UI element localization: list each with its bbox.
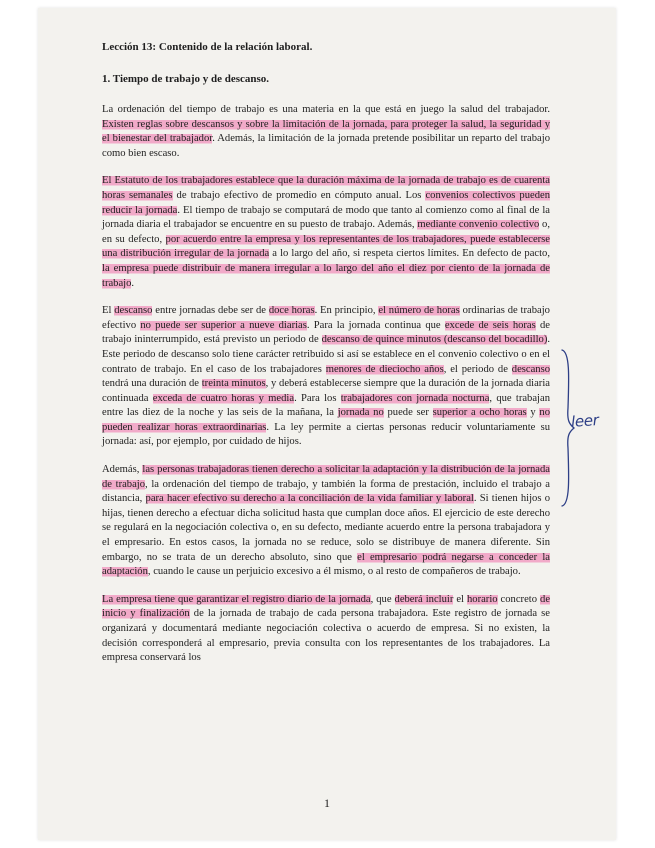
text-run: o, en su defecto, bbox=[102, 219, 551, 245]
paragraph-2 bbox=[102, 174, 550, 291]
paragraph-1 bbox=[102, 103, 550, 161]
section-title: 1. Tiempo de trabajo y de descanso. bbox=[102, 73, 270, 85]
text-run: concreto bbox=[497, 593, 541, 605]
text-run: , que trabajan entre las diez de la noche y las seis de la mañana, la bbox=[102, 392, 550, 419]
highlighted-text: treinta minutos bbox=[201, 378, 266, 390]
text-run: el bbox=[453, 593, 467, 605]
lesson-title: Lección 13: Contenido de la relación laboral. bbox=[102, 41, 313, 53]
highlighted-text: la empresa puede distribuir de manera irregular a lo largo del año el diez por ciento de la jornada de trabajo bbox=[102, 262, 550, 289]
handwritten-margin-note: leer bbox=[570, 411, 600, 431]
highlighted-text: convenios colectivos pueden reducir la jornada bbox=[102, 189, 550, 216]
text-run: . Para la jornada continua que bbox=[306, 319, 445, 331]
paragraph-3 bbox=[102, 304, 550, 450]
text-run: , el periodo de bbox=[443, 363, 512, 375]
highlighted-text: descanso de quince minutos (descanso del bocadillo) bbox=[321, 334, 548, 346]
highlighted-text: doce horas bbox=[268, 305, 315, 317]
text-run: tendrá una duración de bbox=[102, 378, 202, 390]
text-run: La ordenación del tiempo de trabajo es una materia en la que está en juego la salud del trabajador. bbox=[102, 104, 550, 115]
text-run: . bbox=[131, 277, 135, 289]
text-run: , cuando le cause un perjuicio excesivo a él mismo, o al resto de compañeros de trabajo. bbox=[147, 566, 521, 578]
text-run: . Si tienen hijos o hijas, tienen derecho a efectuar dicha solicitud hasta que cumplan doce años. El ejercicio de este derecho se regulará en la negociación colectiva o, en su defecto, mediante acuerdo entre la persona trabajadora y el empresario. En estos casos, la jornada no se reduce, solo se distribuye de manera diferente. Sin embargo, no se trata de un derecho absoluto, sino que bbox=[102, 493, 550, 563]
text-run: . Para los bbox=[294, 392, 341, 404]
text-run: y bbox=[526, 407, 540, 419]
paragraph-5 bbox=[102, 593, 550, 666]
page-number: 1 bbox=[324, 796, 330, 810]
highlighted-text: El Estatuto de los trabajadores establece que la duración máxima de la jornada de trabajo es de cuarenta horas semanales bbox=[102, 175, 550, 201]
highlighted-text: descanso bbox=[511, 363, 551, 375]
text-run: entre jornadas debe ser de bbox=[152, 305, 269, 317]
highlighted-text: superior a ocho horas bbox=[432, 407, 527, 419]
highlighted-text: el empresario podrá negarse a conceder la adaptación bbox=[102, 551, 550, 578]
highlighted-text: excede de seis horas bbox=[444, 319, 536, 331]
highlighted-text: de inicio y finalización bbox=[102, 593, 551, 620]
text-run: . El tiempo de trabajo se computará de modo que tanto al comienzo como al final de la jornada diaria el trabajador se encuentre en su puesto de trabajo. Además, bbox=[102, 204, 550, 231]
text-run: , y deberá establecerse siempre que la duración de la jornada diaria continuada bbox=[102, 378, 550, 404]
paragraph-4 bbox=[102, 463, 550, 580]
highlighted-text: exceda de cuatro horas y media bbox=[152, 392, 295, 404]
text-run: . Este periodo de descanso solo tiene carácter retribuido si así se establece en el convenio colectivo o en el contrato de trabajo. En el caso de los trabajadores bbox=[102, 334, 550, 375]
highlighted-text: Existen reglas sobre descansos y sobre la limitación de la jornada, para proteger la salud, la seguridad y el bienestar del trabajador bbox=[102, 118, 550, 145]
highlighted-text: el número de horas bbox=[378, 305, 460, 317]
highlighted-text: mediante convenio colectivo bbox=[417, 219, 540, 231]
text-run: de la jornada de trabajo de cada persona trabajadora. Este registro de jornada se organizará y documentará mediante negociación colectiva o acuerdo de empresa. Si no existen, la decisión corresponderá al empresario, previa consulta con los representantes de los trabajadores. La empresa conservará los bbox=[102, 608, 550, 664]
text-run: El bbox=[102, 305, 115, 317]
text-run: a lo largo del año, si respeta ciertos límites. En defecto de pacto, bbox=[269, 248, 550, 260]
page-content bbox=[102, 40, 550, 679]
highlighted-text: para hacer efectivo su derecho a la conciliación de la vida familiar y laboral bbox=[145, 493, 474, 505]
highlighted-text: no puede ser superior a nueve diarias bbox=[140, 319, 307, 331]
highlighted-text: horario bbox=[466, 593, 498, 605]
highlighted-text: deberá incluir bbox=[394, 593, 454, 605]
text-run: de trabajo efectivo de promedio en cómputo anual. Los bbox=[172, 189, 426, 201]
document-page bbox=[38, 8, 616, 840]
text-run: . La ley permite a ciertas personas reducir voluntariamente su jornada: así, por ejemplo, por cuidado de hijos. bbox=[102, 421, 550, 448]
highlighted-text: las personas trabajadoras tienen derecho a solicitar la adaptación y la distribución de la jornada de trabajo bbox=[102, 464, 550, 490]
highlighted-text: trabajadores con jornada nocturna bbox=[340, 392, 490, 404]
text-run: . En principio, bbox=[314, 305, 379, 317]
text-run: puede ser bbox=[383, 407, 433, 419]
highlighted-text: jornada no bbox=[337, 407, 384, 419]
highlighted-text: menores de dieciocho años bbox=[325, 363, 444, 375]
text-run: , que bbox=[370, 593, 395, 605]
highlighted-text: no pueden realizar horas extraordinarias bbox=[102, 407, 551, 433]
text-run: . Además, la limitación de la jornada pretende posibilitar un reparto del trabajo como bien escaso. bbox=[102, 133, 551, 159]
text-run: , la ordenación del tiempo de trabajo, y también la forma de prestación, incluido el trabajo a distancia, bbox=[102, 478, 550, 505]
text-run: de trabajo ininterrumpido, está previsto un periodo de bbox=[102, 319, 550, 346]
text-run: ordinarias de trabajo efectivo bbox=[102, 305, 550, 331]
highlighted-text: por acuerdo entre la empresa y los representantes de los trabajadores, puede establecerse una distribución irregular de la jornada bbox=[102, 233, 550, 260]
highlighted-text: La empresa tiene que garantizar el registro diario de la jornada bbox=[102, 593, 371, 605]
text-run: Además, bbox=[102, 464, 143, 476]
highlighted-text: descanso bbox=[114, 305, 153, 317]
